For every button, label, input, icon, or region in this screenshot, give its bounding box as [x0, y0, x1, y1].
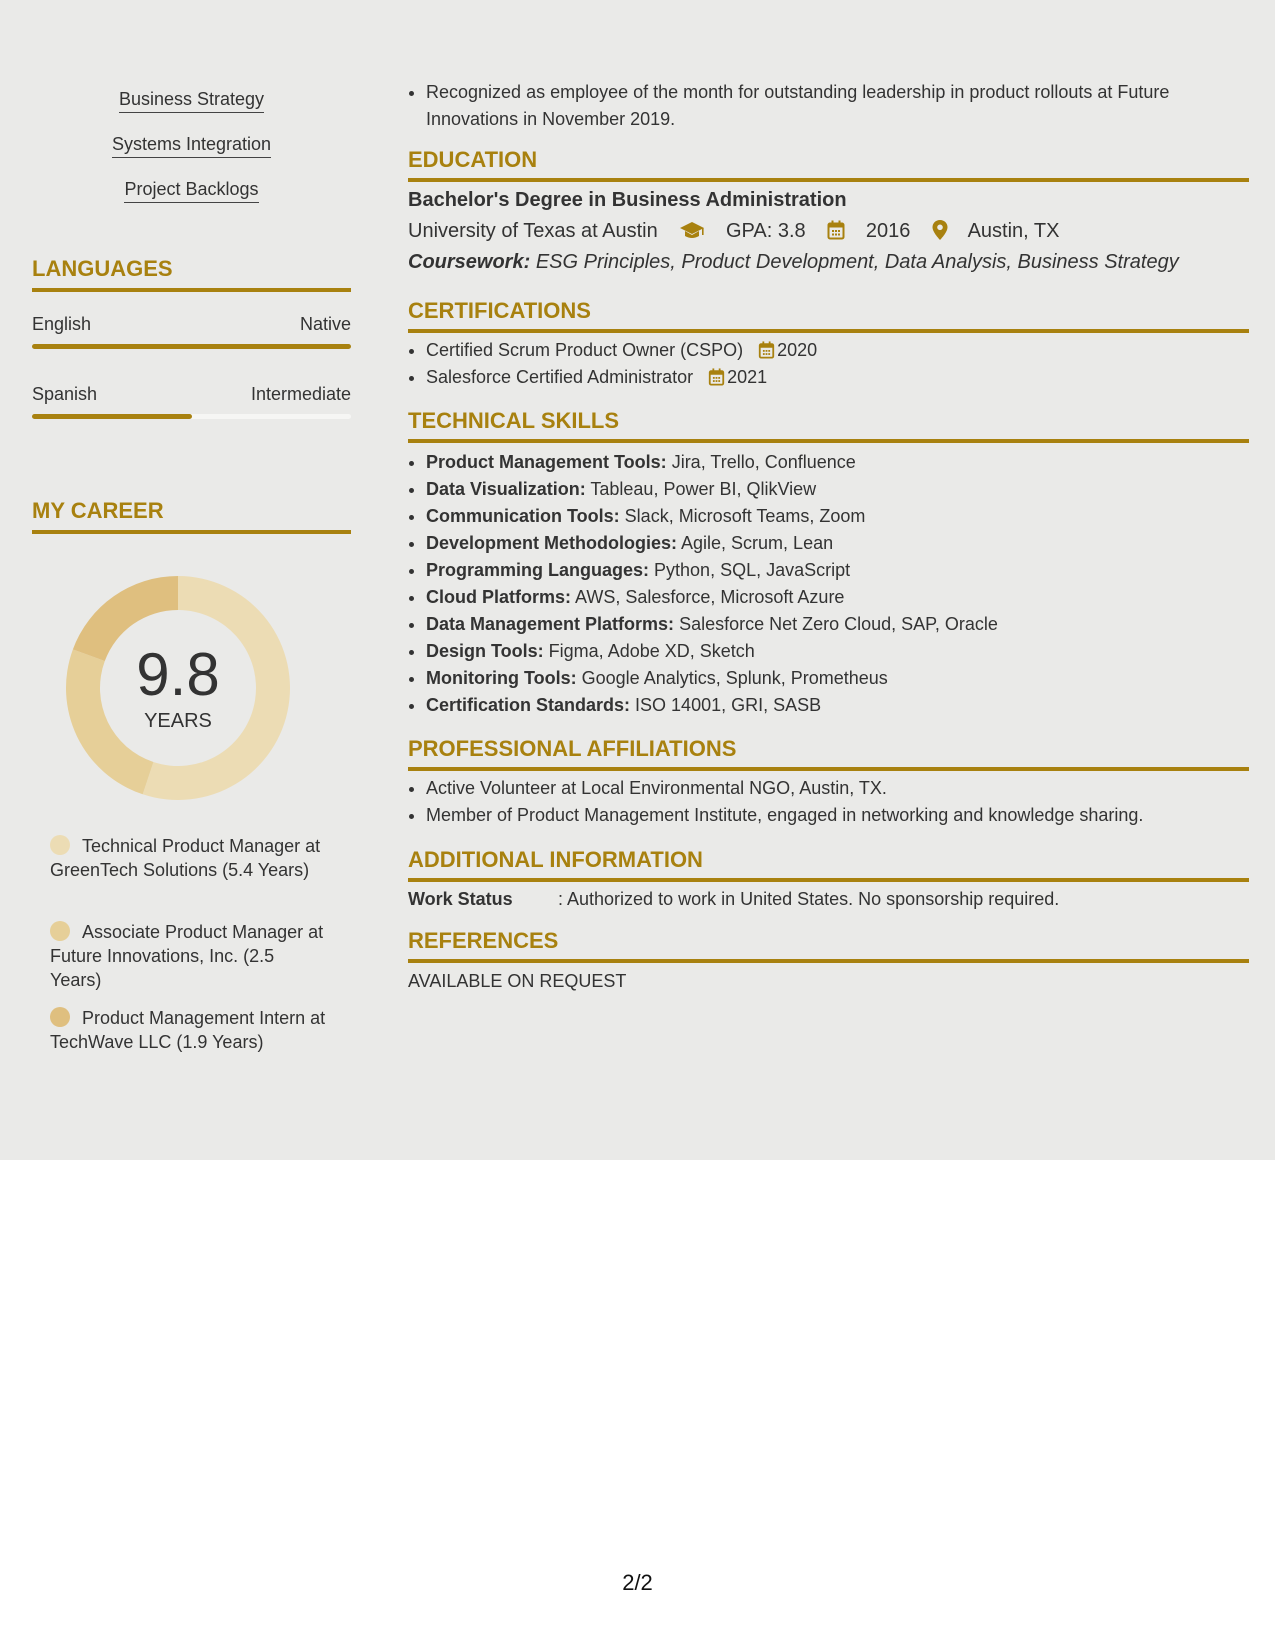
tech-skill-item: [426, 503, 1249, 530]
legend-dot: [50, 921, 70, 941]
tech-skill-item: [426, 692, 1249, 719]
skill-item: Systems Integration: [112, 133, 271, 158]
references-section: [408, 971, 1249, 992]
affiliation-item: • Active Volunteer at Local Environmental NGO, Austin, TX.: [426, 775, 1249, 802]
education-details: [408, 215, 1249, 247]
tech-skill-value: Slack, Microsoft Teams, Zoom: [619, 506, 866, 526]
language-row: [32, 314, 351, 335]
tech-skill-item: [426, 665, 1249, 692]
affiliations-section: [408, 775, 1249, 829]
tech-skill-value: Agile, Scrum, Lean: [677, 533, 834, 553]
references-heading: REFERENCES: [408, 927, 1249, 963]
tech-skill-item: [426, 557, 1249, 584]
legend-dot: [50, 1007, 70, 1027]
work-status-label: Work Status: [408, 889, 513, 909]
school-name: University of Texas at Austin: [408, 220, 658, 242]
tech-skill-value: Figma, Adobe XD, Sketch: [543, 641, 755, 661]
tech-skill-value: Tableau, Power BI, QlikView: [585, 479, 817, 499]
tech-skill-label: Design Tools:: [426, 641, 544, 661]
tech-skill-label: Product Management Tools:: [426, 452, 667, 472]
language-level: Intermediate: [250, 384, 351, 404]
certifications-heading: CERTIFICATIONS: [408, 297, 1249, 333]
work-status-value: : Authorized to work in United States. No sponsorship required.: [558, 889, 1060, 909]
tech-skill-value: Jira, Trello, Confluence: [666, 452, 856, 472]
graduation-cap-icon: [679, 220, 705, 240]
certification-name: Salesforce Certified Administrator: [426, 367, 694, 387]
tech-skill-value: ISO 14001, GRI, SASB: [630, 695, 822, 715]
graduation-year: 2016: [865, 220, 911, 242]
experience-continuation: [408, 79, 1249, 133]
language-bar: [32, 344, 351, 349]
page-number: 2/2: [622, 1570, 653, 1595]
language-name: Spanish: [32, 384, 98, 404]
language-bar-fill: [32, 344, 351, 349]
tech-skill-value: Python, SQL, JavaScript: [649, 560, 851, 580]
tech-skill-label: Certification Standards:: [426, 695, 631, 715]
school-location: Austin, TX: [967, 220, 1060, 242]
tech-skill-label: Communication Tools:: [426, 506, 620, 526]
career-total-years: 9.8: [136, 641, 220, 708]
tech-skill-label: Programming Languages:: [426, 560, 650, 580]
career-heading: MY CAREER: [32, 497, 351, 534]
career-legend-item: [50, 834, 330, 882]
certification-year: 2020: [777, 340, 818, 360]
certification-item: [426, 337, 1249, 364]
tech-skill-label: Development Methodologies:: [426, 533, 678, 553]
coursework: [408, 247, 1249, 277]
career-legend-item: [50, 1006, 330, 1054]
tech-skill-item: [426, 638, 1249, 665]
location-pin-icon: [932, 220, 948, 240]
languages-heading: LANGUAGES: [32, 255, 351, 292]
tech-skill-label: Cloud Platforms:: [426, 587, 572, 607]
coursework-label: Coursework:: [408, 251, 531, 273]
tech-skill-item: [426, 611, 1249, 638]
certification-year: 2021: [727, 367, 768, 387]
degree-title: Bachelor's Degree in Business Administration: [408, 189, 847, 211]
education-section: [408, 185, 1249, 277]
references-text: AVAILABLE ON REQUEST: [408, 971, 627, 991]
additional-info-heading: ADDITIONAL INFORMATION: [408, 846, 1249, 882]
language-name: English: [32, 314, 92, 334]
skill-item: Business Strategy: [119, 88, 264, 113]
calendar-icon: [708, 368, 725, 386]
tech-skill-label: Data Visualization:: [426, 479, 586, 499]
career-total-unit: YEARS: [144, 710, 212, 732]
list-item: • Recognized as employee of the month for outstanding leadership in product rollouts at Future Innovations in November 2019.: [426, 79, 1249, 133]
career-legend-text: Associate Product Manager at Future Innovations, Inc. (2.5 Years): [50, 922, 324, 990]
gpa: GPA: 3.8: [726, 220, 806, 242]
legend-dot: [50, 835, 70, 855]
certifications-section: [408, 337, 1249, 391]
tech-skill-item: [426, 584, 1249, 611]
tech-skill-label: Monitoring Tools:: [426, 668, 577, 688]
tech-skill-item: [426, 530, 1249, 557]
calendar-icon: [758, 341, 775, 359]
donut-center: [66, 576, 290, 800]
education-heading: EDUCATION: [408, 146, 1249, 182]
work-status-row: [408, 886, 1249, 912]
additional-info-section: [408, 886, 1249, 912]
career-legend-text: Product Management Intern at TechWave LLC (1.9 Years): [50, 1008, 326, 1052]
technical-skills-section: [408, 449, 1249, 719]
certification-item: [426, 364, 1249, 391]
tech-skill-value: AWS, Salesforce, Microsoft Azure: [571, 587, 845, 607]
affiliation-item: • Member of Product Management Institute, engaged in networking and knowledge sharing.: [426, 802, 1249, 829]
affiliations-heading: PROFESSIONAL AFFILIATIONS: [408, 735, 1249, 771]
coursework-list: ESG Principles, Product Development, Data Analysis, Business Strategy: [535, 251, 1179, 273]
career-donut-chart: [66, 576, 290, 800]
calendar-icon: [827, 220, 845, 240]
career-legend-text: Technical Product Manager at GreenTech Solutions (5.4 Years): [50, 836, 321, 880]
language-bar: [32, 414, 351, 419]
tech-skill-label: Data Management Platforms:: [426, 614, 675, 634]
skills-list: [32, 88, 351, 223]
career-legend-item: [50, 920, 330, 992]
certification-name: Certified Scrum Product Owner (CSPO): [426, 340, 744, 360]
tech-skill-item: [426, 476, 1249, 503]
language-bar-fill: [32, 414, 192, 419]
tech-skill-item: [426, 449, 1249, 476]
technical-skills-heading: TECHNICAL SKILLS: [408, 407, 1249, 443]
tech-skill-value: Salesforce Net Zero Cloud, SAP, Oracle: [674, 614, 998, 634]
language-level: Native: [299, 314, 351, 334]
tech-skill-value: Google Analytics, Splunk, Prometheus: [576, 668, 888, 688]
language-row: [32, 384, 351, 405]
skill-item: Project Backlogs: [124, 178, 258, 203]
